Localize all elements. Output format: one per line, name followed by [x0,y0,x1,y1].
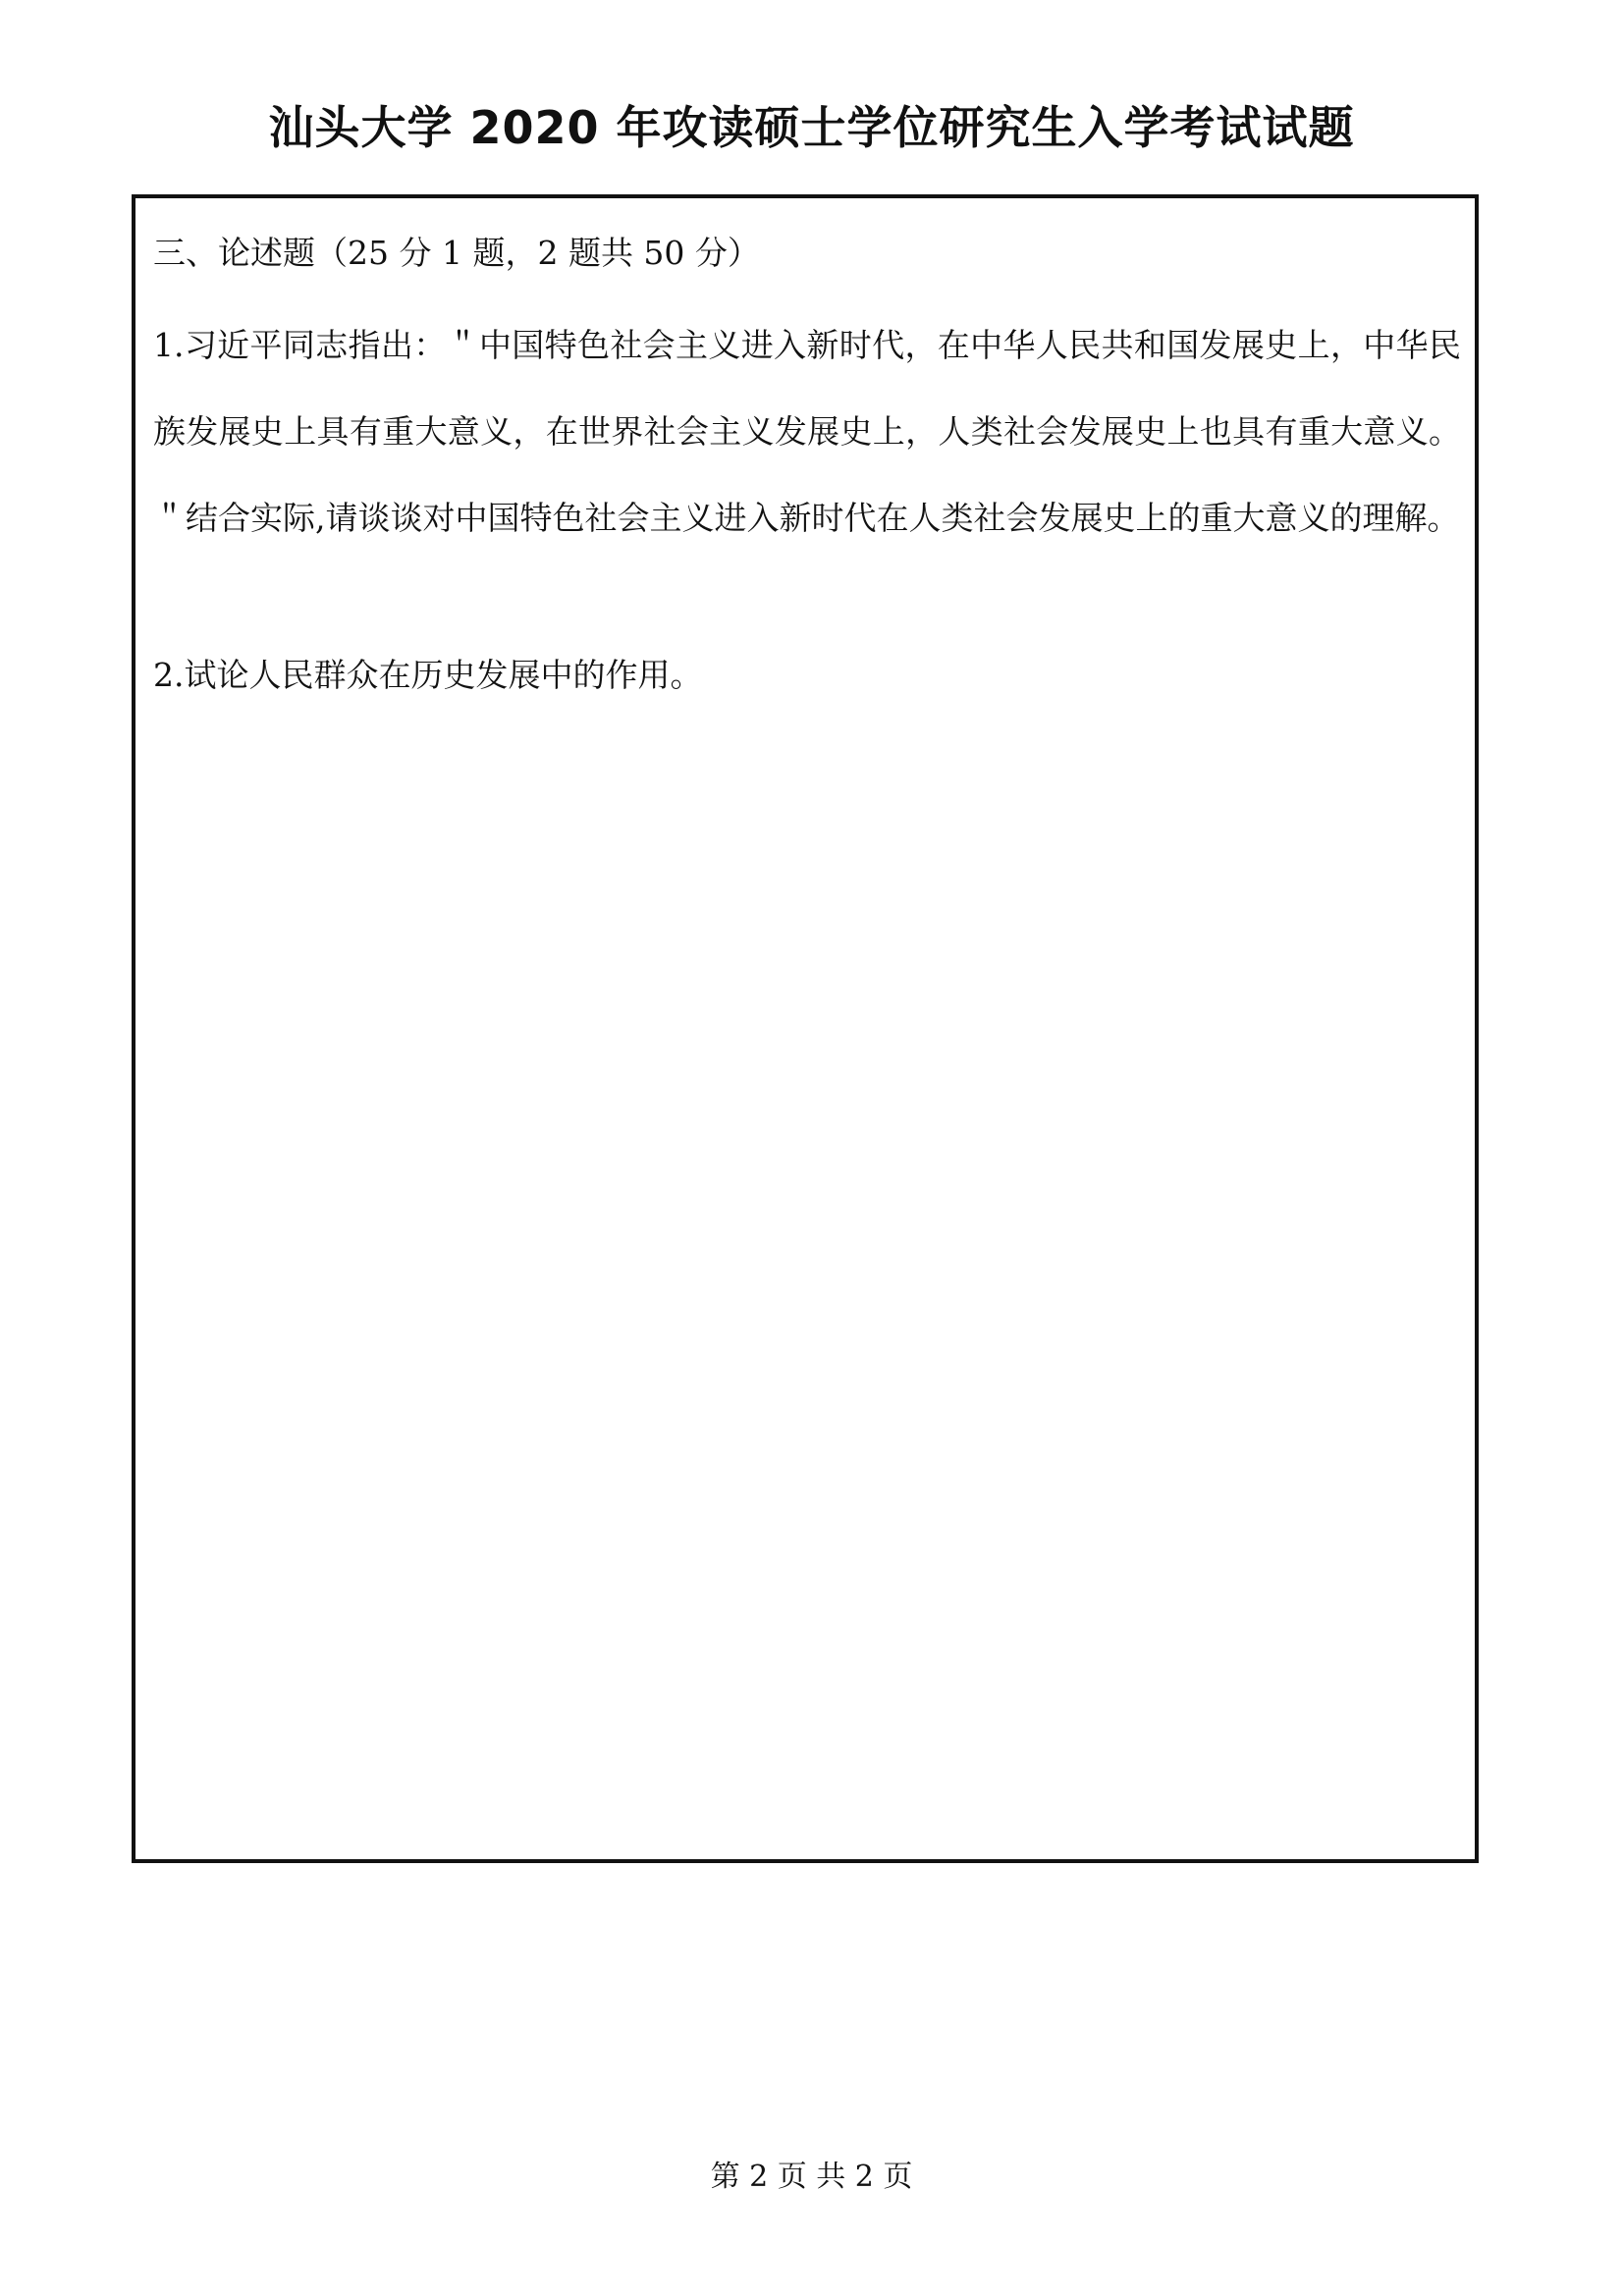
section-heading: 三、论述题（25 分 1 题，2 题共 50 分） [153,234,760,272]
exam-question-box [132,194,1479,1863]
question-2: 2.试论人民群众在历史发展中的作用。 [153,656,703,694]
page-number: 第 2 页 共 2 页 [710,2160,913,2194]
page-title: 汕头大学 2020 年攻读硕士学位研究生入学考试试题 [268,101,1355,154]
question-1: 1.习近平同志指出：＂中国特色社会主义进入新时代，在中华人民共和国发展史上，中华民族发展史上具有重大意义，在世界社会主义发展史上，人类社会发展史上也具有重大意义。＂结合实际,请谈谈对中国特色社会主义进入新时代在人类社会发展史上的重大意义的理解。 [153,326,1461,537]
question-content [153,224,1461,719]
